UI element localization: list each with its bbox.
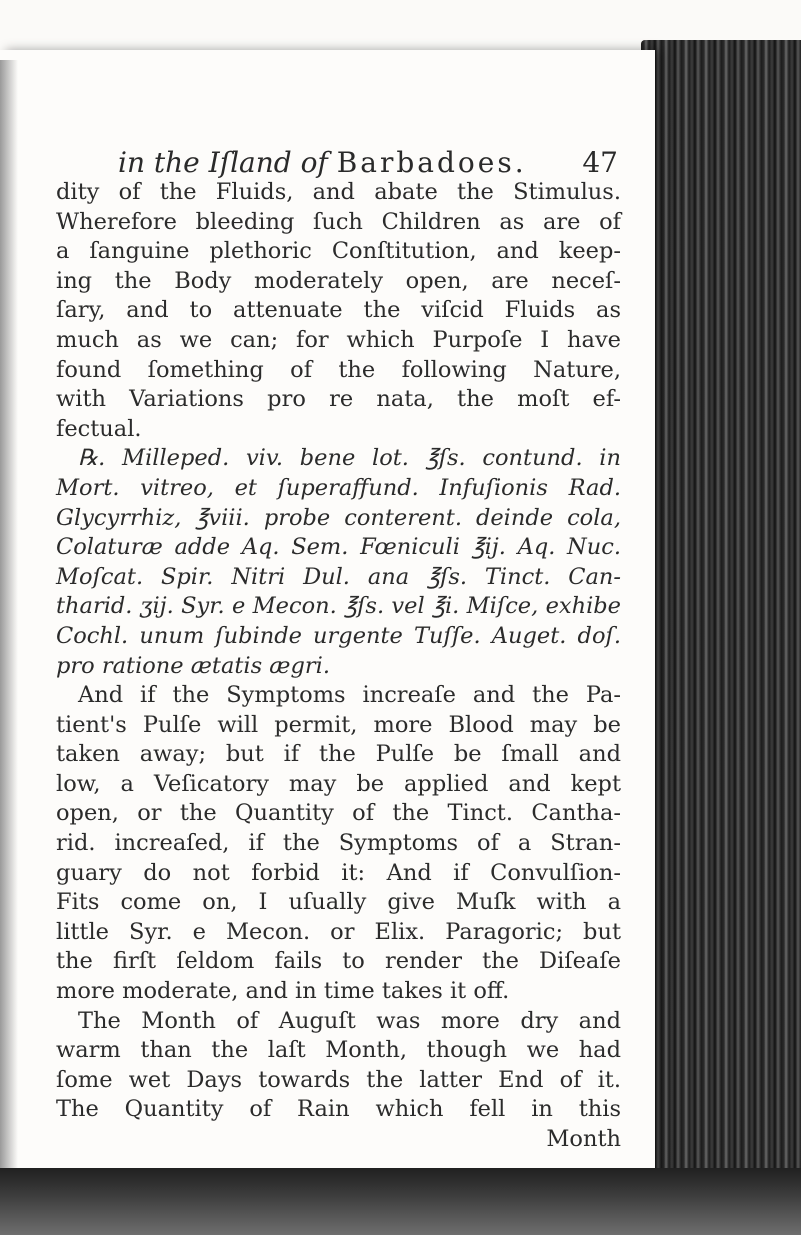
text-line: The Quantity of Rain which fell in this (56, 1096, 621, 1123)
text-line: a ſanguine plethoric Conſtitution, and keep- (56, 238, 621, 265)
text-line: ſome wet Days towards the latter End of it. (56, 1066, 621, 1093)
text-line: open, or the Quantity of the Tinct. Cantha- (56, 800, 621, 827)
running-title-place: Barbadoes. (336, 146, 527, 179)
prescription-line: pro ratione ætatis ægri. (56, 652, 330, 679)
prescription-line: Colaturæ adde Aq. Sem. Fœniculi ℥ij. Aq. Nuc. (56, 534, 621, 561)
text-line: more moderate, and in time takes it off. (56, 978, 510, 1005)
text-line: ſary, and to attenuate the viſcid Fluids as (56, 297, 621, 324)
text-line: The Month of Auguſt was more dry and (78, 1007, 621, 1034)
text-line: little Syr. e Mecon. or Elix. Paragoric; but (56, 918, 621, 945)
prescription-line: Cochl. unum ſubinde urgente Tuſſe. Auget. doſ. (56, 622, 621, 649)
prescription-line: Moſcat. Spir. Nitri Dul. ana ℥ſs. Tinct. Can- (56, 563, 621, 590)
text-line: dity of the Fluids, and abate the Stimulus. (56, 179, 621, 205)
page-gutter-shadow (0, 60, 18, 1170)
text-line: warm than the laſt Month, though we had (56, 1037, 621, 1064)
text-line: fectual. (56, 415, 142, 442)
page-number: 47 (582, 146, 618, 179)
catchword: Month (546, 1126, 621, 1152)
text-line: found ſomething of the following Nature, (56, 356, 621, 383)
body-text (56, 178, 621, 1155)
text-line: with Variations pro re nata, the moſt ef- (56, 386, 621, 413)
text-line: tient's Pulſe will permit, more Blood may be (56, 711, 621, 738)
book-bottom-edge (0, 1168, 801, 1235)
text-line: the firſt ſeldom fails to render the Diſeaſe (56, 948, 621, 975)
text-line: And if the Symptoms increaſe and the Pa- (78, 682, 621, 709)
running-title: in the Iſland of (118, 146, 328, 179)
prescription-line: Mort. vitreo, et ſuperaffund. Infuſionis Rad. (56, 474, 621, 501)
text-line: taken away; but if the Pulſe be ſmall and (56, 741, 621, 768)
book-spine (641, 40, 801, 1180)
text-line: low, a Veſicatory may be applied and kept (56, 770, 621, 797)
prescription-line: Glycyrrhiz, ℥viii. probe conterent. deinde cola, (56, 504, 621, 531)
text-line: Fits come on, I uſually give Muſk with a (56, 889, 621, 916)
text-line: rid. increaſed, if the Symptoms of a Stran- (56, 830, 621, 857)
text-line: much as we can; for which Purpoſe I have (56, 326, 621, 353)
prescription-line: tharid. ʒij. Syr. e Mecon. ℥ſs. vel ℥i. Miſce, exhibe (56, 593, 621, 620)
prescription-line: ℞. Milleped. viv. bene lot. ℥ſs. contund. in (78, 445, 621, 472)
text-line: ing the Body moderately open, are neceſ- (56, 267, 621, 294)
text-line: guary do not forbid it: And if Convulſion- (56, 859, 621, 886)
text-line: Wherefore bleeding ſuch Children as are of (56, 208, 621, 235)
